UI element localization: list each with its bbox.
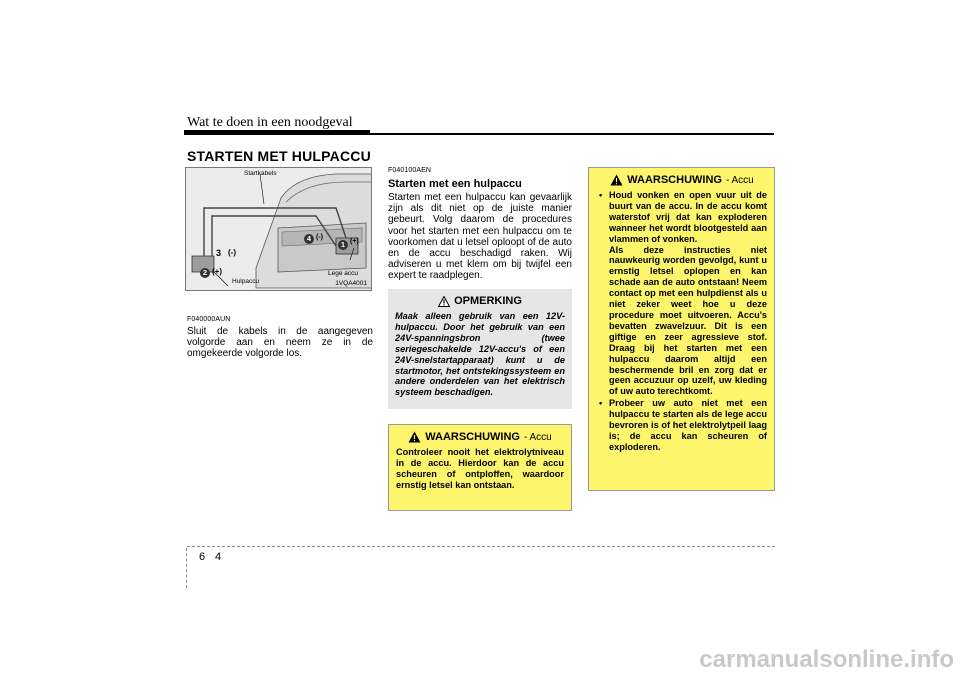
warning-box-small xyxy=(388,424,572,511)
note-text: Maak alleen gebruik van een 12V-hulpaccu. Door het gebruik van een 24V-spanningsbron (twee seriegeschakelde 12V-accu's of een 24V-snelstartapparaat) kunt u de startmotor, het ontstekingssysteem en andere onderdelen van het elektrisch systeem beschadigen. xyxy=(395,311,565,398)
warning-list-item xyxy=(597,398,767,453)
page-number: 4 xyxy=(215,551,222,563)
label-hulpaccu: Hulpaccu xyxy=(232,278,260,285)
label-startkabels: Startkabels xyxy=(244,170,277,177)
minus-terminal-right: (-) xyxy=(316,234,323,241)
warning-small-text: Controleer nooit het elektrolytniveau in de accu. Hierdoor kan de accu scheuren of ontploffen, waardoor ernstig letsel kan ontstaan. xyxy=(396,447,564,490)
minus-terminal-left: (-) xyxy=(228,248,236,257)
callout-2: 2 xyxy=(200,268,210,278)
warning-list-item xyxy=(597,190,767,397)
watermark: carmanualsonline.info xyxy=(699,646,954,673)
warning-large-subtitle: - Accu xyxy=(725,174,754,186)
callout-1: 1 xyxy=(338,240,348,250)
figure-code: 1VQA4001 xyxy=(335,280,367,287)
warning-large-list xyxy=(597,190,767,453)
jump-start-illustration xyxy=(185,167,372,291)
plus-terminal-right: (+) xyxy=(350,238,359,245)
warning-small-subtitle: - Accu xyxy=(523,431,552,443)
callout-4: 4 xyxy=(304,234,314,244)
note-box xyxy=(388,289,572,409)
warning-triangle-icon xyxy=(408,431,421,443)
footer-dashed-rule xyxy=(187,546,775,547)
left-section-code: F040000AUN xyxy=(187,316,231,323)
middle-body-text: Starten met een hulpaccu kan gevaarlijk zijn als dit niet op de juiste manier gebeurt. Volg daarom de procedures voor het starten met een hulpaccu om te voorkomen dat u letsel oploopt of de auto en de accu beschadigd raken. Wij adviseren u met klem om bij twijfel een expert te raadplegen. xyxy=(388,192,572,282)
label-lege-accu: Lege accu xyxy=(328,270,358,277)
section-title: STARTEN MET HULPACCU xyxy=(187,148,371,164)
warning-triangle-icon xyxy=(438,296,450,307)
warning-item-1-text: Houd vonken en open vuur uit de buurt van de accu. In de accu komt waterstof vrij dat kan exploderen wanneer het wordt blootgesteld aan vlammen of vonken. xyxy=(609,190,767,244)
header-rule-thin xyxy=(370,133,774,135)
warning-triangle-icon xyxy=(610,174,623,186)
plus-terminal-left: (+) xyxy=(212,267,222,276)
warning-item-2-text: Probeer uw auto niet met een hulpaccu te starten als de lege accu bevroren is of het elektrolytpeil laag is; de accu kan scheuren of exploderen. xyxy=(609,398,767,452)
left-instruction-text: Sluit de kabels in de aangegeven volgorde aan en neem ze in de omgekeerde volgorde los. xyxy=(187,326,373,360)
warning-large-title: WAARSCHUWING xyxy=(627,174,722,186)
callout-3: 3 xyxy=(216,248,222,258)
middle-section-code: F040100AEN xyxy=(388,167,432,174)
warning-small-header xyxy=(396,431,564,443)
warning-box-large xyxy=(588,167,775,491)
warning-item-1-continuation: Als deze instructies niet nauwkeurig worden gevolgd, kunt u ernstig letsel oplopen en kan schade aan de auto ontstaan! Neem contact op met een hulpdienst als u niet zeker weet hoe u deze procedure moet uitvoeren. Accu's bevatten zwavelzuur. Dit is een giftige en zeer agressieve stof. Draag bij het starten met een hulpaccu daarom altijd een beschermende bril en zorg dat er geen accuzuur op uzelf, uw kleding of uw auto terechtkomt. xyxy=(609,244,767,397)
page-header-title: Wat te doen in een noodgeval xyxy=(187,115,353,130)
page-section-number: 6 xyxy=(199,551,206,563)
note-title: OPMERKING xyxy=(454,295,522,307)
warning-large-header xyxy=(597,174,767,186)
warning-small-title: WAARSCHUWING xyxy=(425,431,520,443)
header-rule-thick xyxy=(184,130,370,135)
middle-heading: Starten met een hulpaccu xyxy=(388,178,522,190)
note-header xyxy=(395,295,565,307)
footer-vertical-rule xyxy=(186,548,187,588)
